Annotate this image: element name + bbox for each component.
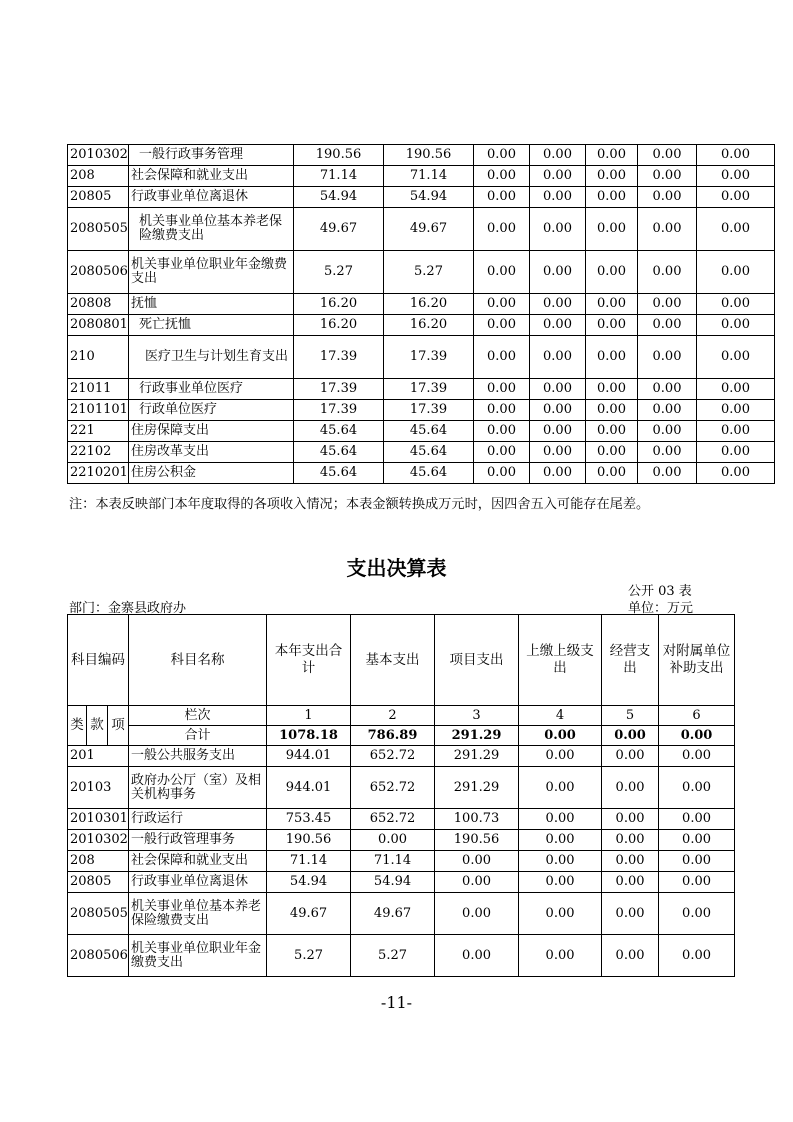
row-value: 190.56 bbox=[267, 830, 351, 851]
row-name: 行政运行 bbox=[129, 809, 267, 830]
row-value: 0.00 bbox=[474, 145, 530, 166]
row-name: 一般行政事务管理 bbox=[129, 145, 294, 166]
table-row bbox=[68, 872, 735, 893]
row-value: 5.27 bbox=[294, 251, 384, 294]
row-value: 0.00 bbox=[530, 208, 586, 251]
row-code: 20805 bbox=[68, 187, 129, 208]
row-value: 54.94 bbox=[294, 187, 384, 208]
row-value: 71.14 bbox=[351, 851, 435, 872]
row-value: 45.64 bbox=[294, 463, 384, 484]
row-name: 行政单位医疗 bbox=[129, 400, 294, 421]
header-row bbox=[68, 615, 735, 706]
row-value: 0.00 bbox=[474, 421, 530, 442]
row-value: 0.00 bbox=[697, 442, 775, 463]
row-value: 5.27 bbox=[267, 935, 351, 977]
row-value: 5.27 bbox=[351, 935, 435, 977]
row-value: 0.00 bbox=[602, 767, 659, 809]
total-value: 0.00 bbox=[519, 726, 602, 746]
row-value: 0.00 bbox=[435, 872, 519, 893]
row-name: 抚恤 bbox=[129, 294, 294, 315]
row-value: 190.56 bbox=[435, 830, 519, 851]
row-code: 201 bbox=[68, 746, 129, 767]
table-row bbox=[68, 935, 735, 977]
row-value: 54.94 bbox=[351, 872, 435, 893]
lanci-num: 4 bbox=[519, 706, 602, 726]
row-value: 0.00 bbox=[638, 463, 697, 484]
row-name: 机关事业单位职业年金缴费支出 bbox=[129, 251, 294, 294]
table-row bbox=[68, 208, 775, 251]
table-row bbox=[68, 187, 775, 208]
row-value: 0.00 bbox=[586, 421, 638, 442]
table-row bbox=[68, 251, 775, 294]
row-value: 0.00 bbox=[586, 166, 638, 187]
row-name: 机关事业单位基本养老保险缴费支出 bbox=[129, 208, 294, 251]
row-value: 0.00 bbox=[530, 400, 586, 421]
row-code: 2080505 bbox=[68, 208, 129, 251]
lanci-row bbox=[68, 706, 735, 726]
lanci-num: 2 bbox=[351, 706, 435, 726]
row-value: 0.00 bbox=[530, 463, 586, 484]
row-code: 2080505 bbox=[68, 893, 129, 935]
row-value: 0.00 bbox=[530, 379, 586, 400]
row-value: 0.00 bbox=[638, 379, 697, 400]
row-value: 0.00 bbox=[659, 935, 735, 977]
total-value: 1078.18 bbox=[267, 726, 351, 746]
row-value: 0.00 bbox=[659, 809, 735, 830]
row-value: 17.39 bbox=[384, 379, 474, 400]
row-value: 0.00 bbox=[474, 336, 530, 379]
row-name: 住房改革支出 bbox=[129, 442, 294, 463]
row-name: 住房公积金 bbox=[129, 463, 294, 484]
row-value: 17.39 bbox=[384, 336, 474, 379]
row-value: 49.67 bbox=[267, 893, 351, 935]
header-col-6: 对附属单位补助支出 bbox=[659, 615, 735, 706]
row-value: 0.00 bbox=[602, 746, 659, 767]
row-value: 0.00 bbox=[638, 421, 697, 442]
row-value: 0.00 bbox=[586, 379, 638, 400]
row-value: 0.00 bbox=[435, 935, 519, 977]
row-value: 0.00 bbox=[519, 830, 602, 851]
row-value: 49.67 bbox=[384, 208, 474, 251]
row-value: 0.00 bbox=[474, 294, 530, 315]
row-value: 0.00 bbox=[602, 851, 659, 872]
row-name: 社会保障和就业支出 bbox=[129, 851, 267, 872]
page-number: -11- bbox=[380, 993, 413, 1012]
total-value: 0.00 bbox=[659, 726, 735, 746]
row-value: 0.00 bbox=[659, 851, 735, 872]
row-code: 22102 bbox=[68, 442, 129, 463]
row-code: 2010301 bbox=[68, 809, 129, 830]
row-value: 17.39 bbox=[294, 379, 384, 400]
row-value: 16.20 bbox=[384, 294, 474, 315]
row-value: 291.29 bbox=[435, 767, 519, 809]
table-row bbox=[68, 746, 735, 767]
row-value: 5.27 bbox=[384, 251, 474, 294]
row-value: 0.00 bbox=[697, 463, 775, 484]
unit-label: 单位：万元 bbox=[628, 601, 694, 616]
table-row bbox=[68, 463, 775, 484]
row-value: 652.72 bbox=[351, 809, 435, 830]
row-value: 0.00 bbox=[351, 830, 435, 851]
table-row bbox=[68, 336, 775, 379]
row-value: 0.00 bbox=[697, 166, 775, 187]
lanci-num: 3 bbox=[435, 706, 519, 726]
total-value: 786.89 bbox=[351, 726, 435, 746]
header-col-3: 项目支出 bbox=[435, 615, 519, 706]
header-name: 科目名称 bbox=[129, 615, 267, 706]
row-value: 0.00 bbox=[697, 336, 775, 379]
table-row bbox=[68, 379, 775, 400]
row-value: 45.64 bbox=[294, 442, 384, 463]
row-name: 一般行政管理事务 bbox=[129, 830, 267, 851]
row-value: 0.00 bbox=[519, 746, 602, 767]
row-value: 0.00 bbox=[638, 208, 697, 251]
row-value: 71.14 bbox=[294, 166, 384, 187]
row-value: 0.00 bbox=[638, 166, 697, 187]
row-value: 0.00 bbox=[659, 746, 735, 767]
row-name: 行政事业单位离退休 bbox=[129, 872, 267, 893]
row-code: 2010302 bbox=[68, 830, 129, 851]
row-value: 45.64 bbox=[384, 421, 474, 442]
row-value: 0.00 bbox=[659, 893, 735, 935]
row-value: 0.00 bbox=[602, 872, 659, 893]
row-value: 0.00 bbox=[519, 893, 602, 935]
row-code: 221 bbox=[68, 421, 129, 442]
table-row bbox=[68, 166, 775, 187]
row-value: 0.00 bbox=[530, 294, 586, 315]
row-value: 190.56 bbox=[384, 145, 474, 166]
lanci-label: 栏次 bbox=[129, 706, 267, 726]
row-value: 0.00 bbox=[530, 166, 586, 187]
row-value: 100.73 bbox=[435, 809, 519, 830]
table-note: 注：本表反映部门本年度取得的各项收入情况；本表金额转换成万元时，因四舍五入可能存在尾差。 bbox=[69, 497, 650, 512]
row-value: 0.00 bbox=[586, 315, 638, 336]
row-name: 死亡抚恤 bbox=[129, 315, 294, 336]
row-value: 49.67 bbox=[351, 893, 435, 935]
table-row bbox=[68, 145, 775, 166]
row-value: 17.39 bbox=[294, 400, 384, 421]
row-code: 2080506 bbox=[68, 251, 129, 294]
department-label: 部门：金寨县政府办 bbox=[69, 601, 187, 616]
row-code: 2080506 bbox=[68, 935, 129, 977]
row-value: 0.00 bbox=[659, 872, 735, 893]
row-value: 16.20 bbox=[294, 294, 384, 315]
row-name: 行政事业单位离退休 bbox=[129, 187, 294, 208]
row-value: 944.01 bbox=[267, 746, 351, 767]
row-value: 0.00 bbox=[586, 463, 638, 484]
table-row bbox=[68, 315, 775, 336]
row-value: 944.01 bbox=[267, 767, 351, 809]
header-col-2: 基本支出 bbox=[351, 615, 435, 706]
row-code: 2080801 bbox=[68, 315, 129, 336]
row-value: 0.00 bbox=[586, 208, 638, 251]
row-value: 0.00 bbox=[602, 830, 659, 851]
row-value: 652.72 bbox=[351, 746, 435, 767]
row-value: 0.00 bbox=[530, 251, 586, 294]
row-value: 0.00 bbox=[697, 379, 775, 400]
row-value: 0.00 bbox=[474, 251, 530, 294]
row-value: 0.00 bbox=[602, 893, 659, 935]
lanci-num: 6 bbox=[659, 706, 735, 726]
row-value: 45.64 bbox=[384, 442, 474, 463]
row-value: 0.00 bbox=[602, 809, 659, 830]
row-code: 20103 bbox=[68, 767, 129, 809]
row-value: 54.94 bbox=[267, 872, 351, 893]
row-code: 20805 bbox=[68, 872, 129, 893]
row-name: 机关事业单位基本养老保险缴费支出 bbox=[129, 893, 267, 935]
table-row bbox=[68, 767, 735, 809]
page-title: 支出决算表 bbox=[346, 556, 447, 580]
row-value: 0.00 bbox=[638, 187, 697, 208]
row-value: 0.00 bbox=[530, 442, 586, 463]
row-value: 0.00 bbox=[519, 935, 602, 977]
row-value: 0.00 bbox=[586, 251, 638, 294]
row-value: 0.00 bbox=[586, 442, 638, 463]
row-code: 2210201 bbox=[68, 463, 129, 484]
row-value: 0.00 bbox=[519, 767, 602, 809]
row-value: 0.00 bbox=[659, 830, 735, 851]
row-value: 0.00 bbox=[697, 294, 775, 315]
row-value: 0.00 bbox=[638, 251, 697, 294]
row-code: 2010302 bbox=[68, 145, 129, 166]
row-value: 0.00 bbox=[586, 336, 638, 379]
table-row bbox=[68, 893, 735, 935]
table-row bbox=[68, 400, 775, 421]
table-row bbox=[68, 294, 775, 315]
row-value: 0.00 bbox=[659, 767, 735, 809]
row-value: 0.00 bbox=[586, 145, 638, 166]
row-value: 0.00 bbox=[697, 251, 775, 294]
row-code: 210 bbox=[68, 336, 129, 379]
row-code: 208 bbox=[68, 166, 129, 187]
row-value: 0.00 bbox=[435, 893, 519, 935]
row-name: 一般公共服务支出 bbox=[129, 746, 267, 767]
row-value: 0.00 bbox=[435, 851, 519, 872]
row-name: 住房保障支出 bbox=[129, 421, 294, 442]
row-value: 0.00 bbox=[697, 421, 775, 442]
row-value: 0.00 bbox=[474, 442, 530, 463]
header-col-5: 经营支出 bbox=[602, 615, 659, 706]
row-value: 0.00 bbox=[519, 872, 602, 893]
row-name: 机关事业单位职业年金缴费支出 bbox=[129, 935, 267, 977]
total-row bbox=[68, 726, 735, 746]
row-code: 208 bbox=[68, 851, 129, 872]
row-value: 0.00 bbox=[697, 187, 775, 208]
lanci-num: 1 bbox=[267, 706, 351, 726]
row-value: 45.64 bbox=[294, 421, 384, 442]
row-value: 71.14 bbox=[267, 851, 351, 872]
row-value: 0.00 bbox=[638, 400, 697, 421]
row-value: 0.00 bbox=[586, 400, 638, 421]
row-value: 16.20 bbox=[294, 315, 384, 336]
row-value: 291.29 bbox=[435, 746, 519, 767]
row-value: 0.00 bbox=[530, 187, 586, 208]
row-code: 20808 bbox=[68, 294, 129, 315]
header-kuan: 款 bbox=[87, 706, 108, 746]
row-value: 0.00 bbox=[586, 294, 638, 315]
table-row bbox=[68, 442, 775, 463]
row-value: 0.00 bbox=[638, 294, 697, 315]
header-code: 科目编码 bbox=[68, 615, 129, 706]
row-value: 652.72 bbox=[351, 767, 435, 809]
row-name: 社会保障和就业支出 bbox=[129, 166, 294, 187]
row-value: 45.64 bbox=[384, 463, 474, 484]
row-value: 0.00 bbox=[530, 336, 586, 379]
row-value: 0.00 bbox=[638, 336, 697, 379]
table-row bbox=[68, 421, 775, 442]
row-value: 0.00 bbox=[530, 145, 586, 166]
row-code: 21011 bbox=[68, 379, 129, 400]
row-value: 0.00 bbox=[586, 187, 638, 208]
row-value: 0.00 bbox=[474, 166, 530, 187]
row-value: 0.00 bbox=[697, 400, 775, 421]
lanci-num: 5 bbox=[602, 706, 659, 726]
row-value: 0.00 bbox=[474, 400, 530, 421]
row-value: 190.56 bbox=[294, 145, 384, 166]
row-value: 16.20 bbox=[384, 315, 474, 336]
row-value: 0.00 bbox=[638, 145, 697, 166]
header-lei: 类 bbox=[68, 706, 87, 746]
income-table-continued bbox=[67, 144, 775, 484]
row-name: 行政事业单位医疗 bbox=[129, 379, 294, 400]
row-value: 0.00 bbox=[697, 208, 775, 251]
row-value: 17.39 bbox=[384, 400, 474, 421]
total-value: 0.00 bbox=[602, 726, 659, 746]
row-value: 71.14 bbox=[384, 166, 474, 187]
row-value: 54.94 bbox=[384, 187, 474, 208]
table-row bbox=[68, 809, 735, 830]
row-value: 0.00 bbox=[474, 379, 530, 400]
total-value: 291.29 bbox=[435, 726, 519, 746]
header-col-4: 上缴上级支出 bbox=[519, 615, 602, 706]
row-value: 49.67 bbox=[294, 208, 384, 251]
total-label: 合计 bbox=[129, 726, 267, 746]
row-value: 0.00 bbox=[519, 851, 602, 872]
row-value: 0.00 bbox=[530, 421, 586, 442]
row-value: 0.00 bbox=[638, 315, 697, 336]
row-value: 0.00 bbox=[474, 187, 530, 208]
row-value: 0.00 bbox=[474, 463, 530, 484]
header-xiang: 项 bbox=[108, 706, 129, 746]
row-value: 0.00 bbox=[697, 315, 775, 336]
row-value: 0.00 bbox=[474, 208, 530, 251]
row-value: 0.00 bbox=[530, 315, 586, 336]
row-name: 政府办公厅（室）及相关机构事务 bbox=[129, 767, 267, 809]
expenditure-table bbox=[67, 614, 735, 977]
table-row bbox=[68, 851, 735, 872]
row-code: 2101101 bbox=[68, 400, 129, 421]
row-value: 0.00 bbox=[519, 809, 602, 830]
form-number: 公开 03 表 bbox=[628, 584, 692, 599]
table-row bbox=[68, 830, 735, 851]
row-name: 医疗卫生与计划生育支出 bbox=[129, 336, 294, 379]
row-value: 0.00 bbox=[638, 442, 697, 463]
row-value: 0.00 bbox=[474, 315, 530, 336]
header-col-1: 本年支出合计 bbox=[267, 615, 351, 706]
row-value: 0.00 bbox=[602, 935, 659, 977]
row-value: 0.00 bbox=[697, 145, 775, 166]
row-value: 753.45 bbox=[267, 809, 351, 830]
row-value: 17.39 bbox=[294, 336, 384, 379]
